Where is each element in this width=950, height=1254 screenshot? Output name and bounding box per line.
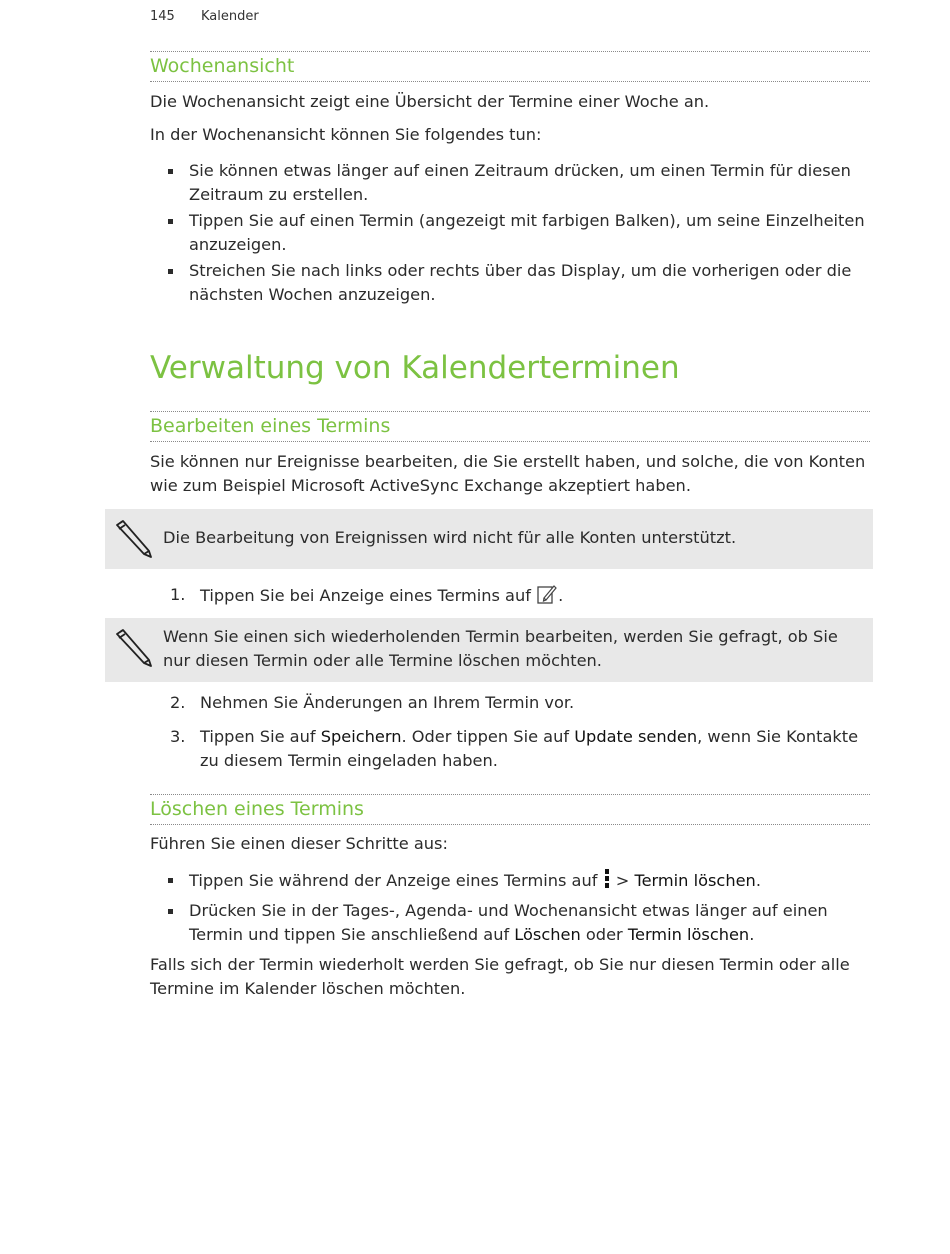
- ui-label-delete-event: Termin löschen: [634, 871, 756, 890]
- step-text: Nehmen Sie Änderungen an Ihrem Termin vor.: [200, 693, 575, 712]
- step-number: 2.: [170, 693, 186, 712]
- chapter-heading-manage: Verwaltung von Kalenderterminen: [150, 350, 680, 386]
- ui-label-delete-event: Termin löschen: [627, 925, 750, 944]
- note-text: Die Bearbeitung von Ereignissen wird nicht für alle Konten unterstützt.: [163, 528, 737, 547]
- bullet-icon: [168, 219, 173, 224]
- ui-label-send-update: Update senden: [574, 727, 698, 746]
- pencil-icon: [113, 519, 153, 559]
- bullet-icon: [168, 878, 173, 883]
- list-item: Tippen Sie auf einen Termin (angezeigt mit farbigen Balken), um seine Einzelheiten anzuzeigen.: [150, 209, 870, 257]
- section-title-week-view: Wochenansicht: [150, 51, 870, 82]
- list-item: Tippen Sie während der Anzeige eines Termins auf > Termin löschen.: [150, 868, 870, 897]
- list-item: Drücken Sie in der Tages-, Agenda- und Wochenansicht etwas länger auf einen Termin und tippen Sie anschließend auf Löschen oder Termin löschen.: [150, 899, 870, 947]
- delete-list: [150, 868, 870, 949]
- page-number: 145: [150, 9, 175, 24]
- ui-label-save: Speichern: [320, 727, 402, 746]
- note-box: [105, 509, 873, 569]
- delete-lead: Führen Sie einen dieser Schritte aus:: [150, 834, 448, 853]
- section-title-edit: Bearbeiten eines Termins: [150, 411, 870, 442]
- chapter-title: Kalender: [200, 9, 259, 24]
- edit-step-3: [170, 725, 870, 773]
- edit-step-2: [170, 691, 870, 715]
- edit-icon: [536, 583, 558, 612]
- bullet-icon: [168, 909, 173, 914]
- step-number: 3.: [170, 727, 186, 746]
- edit-intro: Sie können nur Ereignisse bearbeiten, die Sie erstellt haben, und solche, die von Konten wie zum Beispiel Microsoft ActiveSync Exchange akzeptiert haben.: [150, 452, 866, 495]
- edit-step-1: 1. Tippen Sie bei Anzeige eines Termins auf .: [170, 583, 870, 612]
- step-number: 1.: [170, 585, 186, 604]
- list-item: Streichen Sie nach links oder rechts über das Display, um die vorherigen oder die nächsten Wochen anzuzeigen.: [150, 259, 870, 307]
- menu-icon: [603, 868, 611, 897]
- week-view-lead: In der Wochenansicht können Sie folgendes tun:: [150, 125, 542, 144]
- note-box: [105, 618, 873, 682]
- page-header: [150, 9, 259, 24]
- bullet-icon: [168, 169, 173, 174]
- note-text: Wenn Sie einen sich wiederholenden Termin bearbeiten, werden Sie gefragt, ob Sie nur diesen Termin oder alle Termine löschen möchten.: [163, 627, 838, 670]
- ui-label-delete: Löschen: [514, 925, 581, 944]
- week-view-list: [150, 159, 870, 309]
- list-item: Sie können etwas länger auf einen Zeitraum drücken, um einen Termin für diesen Zeitraum zu erstellen.: [150, 159, 870, 207]
- step-text: Tippen Sie bei Anzeige eines Termins auf: [200, 586, 531, 605]
- section-title-delete: Löschen eines Termins: [150, 794, 870, 825]
- bullet-icon: [168, 269, 173, 274]
- step-text: Tippen Sie auf Speichern. Oder tippen Sie auf Update senden, wenn Sie Kontakte zu diesem Termin eingeladen haben.: [200, 727, 859, 770]
- week-view-intro: Die Wochenansicht zeigt eine Übersicht der Termine einer Woche an.: [150, 92, 710, 111]
- delete-outro: Falls sich der Termin wiederholt werden Sie gefragt, ob Sie nur diesen Termin oder alle Termine im Kalender löschen möchten.: [150, 955, 850, 998]
- pencil-icon: [113, 628, 153, 668]
